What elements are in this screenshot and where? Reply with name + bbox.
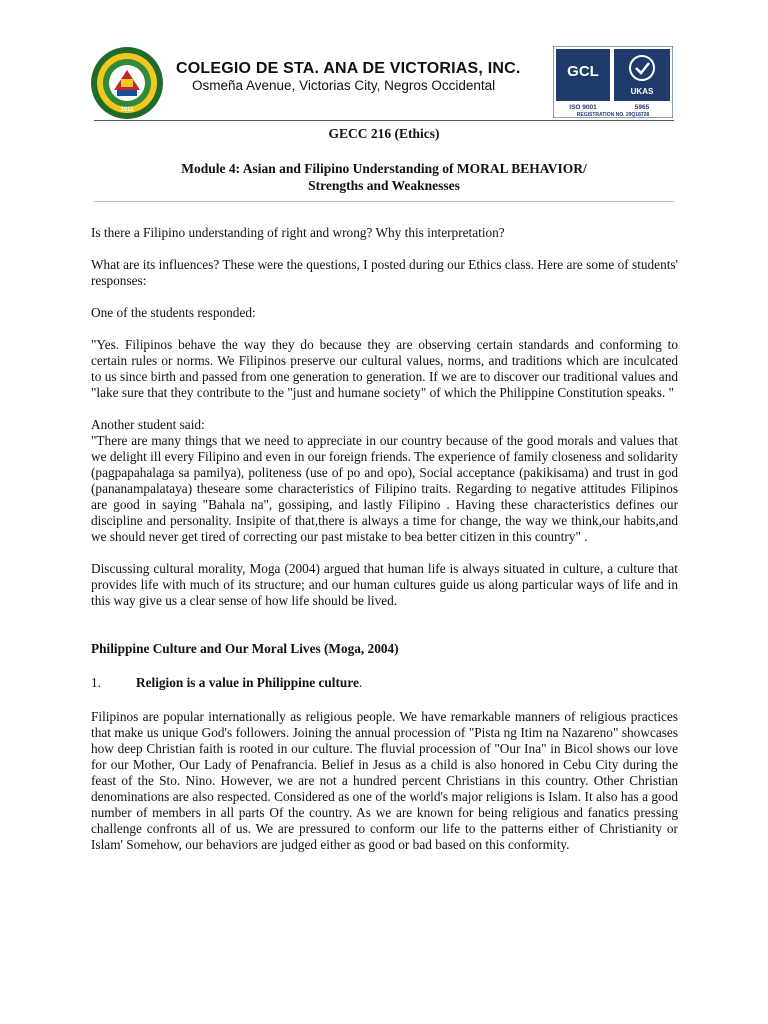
svg-text:2011: 2011 — [120, 107, 134, 113]
paragraph: Is there a Filipino understanding of right and wrong? Why this interpretation? — [91, 225, 505, 240]
paragraph: Another student said: — [91, 417, 205, 432]
course-title: GECC 216 (Ethics) — [328, 126, 440, 141]
paragraph: What are its influences? These were the questions, I posted during our Ethics class. Here are some of students' responses: — [91, 257, 678, 288]
certification-badge-icon — [553, 46, 673, 118]
paragraph: "Yes. Filipinos behave the way they do because they are observing certain standards and conforming to certain rules or norms. We Filipinos preserve our cultural values, norms, and traditions which are inculcated to us since birth and passed from one generation to generation. If we are to discover our traditional values and "lake sure that they contribute to the "just and humane society" of which the Philippine Constitution speaks. " — [91, 337, 678, 400]
svg-text:ISO 9001: ISO 9001 — [569, 104, 597, 111]
module-title-line-2: Strengths and Weaknesses — [308, 178, 460, 193]
paragraph: "There are many things that we need to appreciate in our country because of the good morals and values that we delight ill every Filipino and even in our foreign friends. The experience of family closeness and solidarity (pagpapahalaga sa pamilya), politeness (use of po and opo), Social acceptance (pakikisama) and trust in god (pananampalataya) theseare some characteristics of Filipino traits. Regarding to negative attitudes Filipinos are good in saying "Bahala na", gossiping, and lastly Filipino . Having these characteristics defines our discipline and personality. Insipite of that,there is always a time for change, the way we think,our habits,and we should never get tired of correcting our past mistake to bea better citizen in this country" . — [91, 433, 678, 544]
list-item-suffix: . — [358, 675, 363, 690]
svg-text:UKAS: UKAS — [630, 87, 654, 96]
list-item-text: Religion is a value in Philippine culture — [136, 675, 359, 690]
school-address: Osmeña Avenue, Victorias City, Negros Occidental — [192, 78, 496, 93]
header-divider — [94, 120, 674, 121]
svg-text:5965: 5965 — [634, 104, 650, 111]
title-divider — [94, 201, 674, 202]
document-body — [91, 225, 678, 869]
paragraph: Filipinos are popular internationally as religious people. We have remarkable manners of religious practices that make us unique God's followers. Joining the annual procession of "Pista ng Itim na Nazareno" showcases how deep Christian faith is rooted in our culture. The fluvial procession of "Our Ina" in Bicol shows our love for our Mother, Our Lady of Penafrancia. Belief in Jesus as a child is also honored in Cebu City during the feast of the Sto. Nino. However, we are not a hundred percent Christians in this country. Other Christian denominations are also respected. Considered as one of the world's major religions is Islam. It also has a good number of members in all parts Of the country. As we are known for being religious and fanatics pressing challenge confronts all of us. We are pressured to conform our life to the patterns either of Christianity or Islam' Somehow, our behaviors are judged either as good or bad based on this conformity. — [91, 709, 678, 852]
list-number: 1. — [91, 675, 101, 690]
school-name: COLEGIO DE STA. ANA DE VICTORIAS, INC. — [176, 60, 521, 77]
svg-text:REGISTRATION NO. 29Q18728: REGISTRATION NO. 29Q18728 — [576, 112, 650, 118]
document-header — [88, 42, 678, 122]
module-title-line-1: Module 4: Asian and Filipino Understanding of MORAL BEHAVIOR/ — [181, 161, 587, 176]
paragraph: Discussing cultural morality, Moga (2004) argued that human life is always situated in culture, a culture that provides life with much of its structure; and our human cultures guide us along particular ways of life and in this way give us a clear sense of how life should be lived. — [91, 561, 678, 608]
section-heading: Philippine Culture and Our Moral Lives (Moga, 2004) — [91, 641, 399, 656]
list-item — [91, 675, 678, 691]
paragraph: One of the students responded: — [91, 305, 256, 320]
school-seal-icon — [90, 46, 164, 120]
svg-text:GCL: GCL — [567, 63, 599, 80]
module-title — [94, 160, 674, 194]
